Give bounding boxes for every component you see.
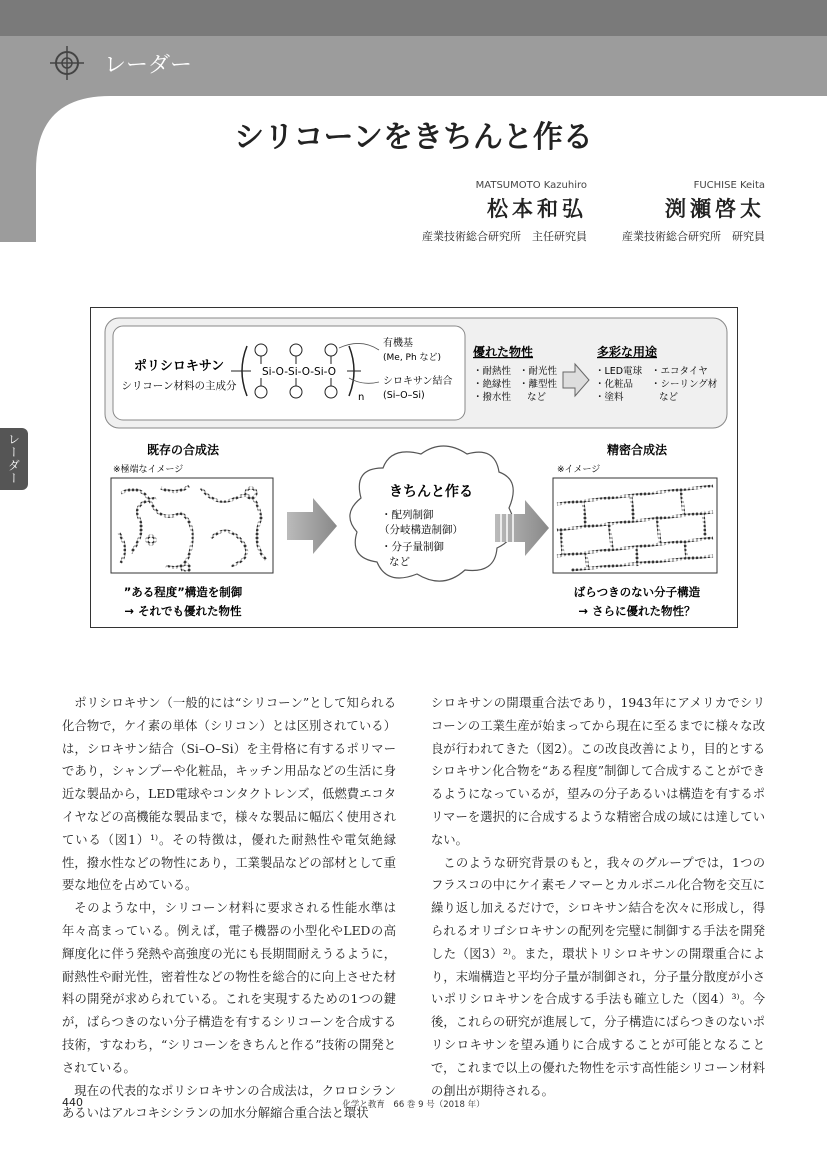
side-section-tab: レーダー — [0, 428, 28, 490]
paragraph: そのような中，シリコーン材料に要求される性能水準は年々高まっている。例えば，電子機器の小型化やLEDの高輝度化に伴う発熱や高強度の光にも長期間耐えうるように，耐熱性や耐光性，密着性などの物性を総合的に向上させた材料の開発が求められている。これを実現するための1つの鍵が，ばらつきのない分子構造を有するシリコーンを合成する技術，すなわち，“シリコーンをきちんと作る”技術の開発とされている。 — [62, 901, 396, 1075]
cloud-item: （分岐構造制御） — [379, 524, 463, 536]
chain-formula: Si-O-Si-O-Si-O — [262, 366, 336, 378]
figure-1 — [90, 307, 738, 628]
organic-group-detail: (Me, Ph など) — [383, 353, 442, 363]
author-kanji-name: 松本和弘 — [487, 196, 587, 221]
body-column-right — [431, 692, 765, 1102]
author-affiliation: 産業技術総合研究所 主任研究員 — [422, 230, 587, 243]
organic-group-label: 有機基 — [383, 338, 413, 349]
property-item: ・撥水性 — [473, 392, 512, 403]
precise-title: 精密合成法 — [606, 443, 668, 457]
existing-title: 既存の合成法 — [146, 443, 220, 457]
author-roman-name: FUCHISE Keita — [693, 180, 765, 191]
paragraph: このような研究背景のもと，我々のグループでは，1つのフラスコの中にケイ素モノマーとカルボニル化合物を交互に繰り返し加えるだけで，シロキサン結合を次々に形成し，得られるオリゴシロキサンの配列を完璧に制御する手法を開発した（図3）²⁾。また，環状トリシロキサンの開環重合により，末端構造と平均分子量が制御され，分子量分散度が小さいポリシロキサンを合成する手法も確立した（図4）³⁾。今後，これらの研究が進展して，分子構造にばらつきのないポリシロキサンを望み通りに合成することが可能となることで，これまで以上の優れた物性を示す高性能シリコーン材料の創出が期待される。 — [431, 855, 765, 1098]
property-item: ・離型性 — [519, 379, 558, 390]
paragraph: 現在の代表的なポリシロキサンの合成法は，クロロシランあるいはアルコキシシランの加水分解縮合重合法と環状 — [62, 1083, 396, 1121]
cloud-item: ・分子量制御 — [381, 541, 444, 553]
left-arrow-icon — [287, 498, 337, 554]
journal-citation: 化学と教育 66 巻 9 号（2018 年） — [342, 1100, 485, 1110]
use-item: ・化粧品 — [595, 379, 634, 390]
paragraph: シロキサンの開環重合法であり，1943年にアメリカでシリコーンの工業生産が始まってから現在に至るまでに様々な改良が行われてきた（図2）。この改良改善により，目的とするシロキサン化合物を“ある程度”制御して合成することができるようになっているが，望みの分子あるいは構造を有するポリマーを選択的に合成するような精密合成の域には達していない。 — [431, 696, 765, 847]
crosshair-icon — [50, 46, 84, 80]
property-item: ・耐熱性 — [473, 366, 512, 377]
existing-note: ※極端なイメージ — [113, 465, 184, 475]
polysiloxane-title: ポリシロキサン — [133, 359, 225, 374]
use-item: ・塗料 — [595, 392, 624, 403]
author-affiliation: 産業技術総合研究所 研究員 — [622, 230, 765, 243]
siloxane-bond-label: シロキサン結合 — [383, 376, 453, 387]
property-item: など — [527, 392, 547, 403]
section-label: レーダー — [104, 53, 193, 78]
property-item: ・耐光性 — [519, 366, 558, 377]
cloud-item: など — [389, 556, 410, 568]
use-item: ・エコタイヤ — [651, 366, 708, 377]
precise-note: ※イメージ — [557, 465, 601, 475]
author-1 — [422, 180, 587, 244]
existing-result: → それでも優れた物性 — [124, 604, 242, 618]
author-2 — [622, 180, 765, 244]
use-item: ・LED電球 — [595, 366, 643, 377]
precise-result: → さらに優れた物性？ — [578, 604, 696, 618]
existing-caption: ”ある程度”構造を制御 — [123, 585, 243, 599]
cloud-item: ・配列制御 — [381, 509, 434, 521]
property-item: ・絶縁性 — [473, 379, 512, 390]
use-item: ・シーリング材 — [651, 379, 718, 390]
polysiloxane-sub: シリコーン材料の主成分 — [121, 380, 237, 392]
article-title: シリコーンをきちんと作る — [234, 120, 593, 155]
use-item: など — [659, 392, 679, 403]
uses-title: 多彩な用途 — [597, 345, 658, 359]
author-kanji-name: 渕瀬啓太 — [665, 196, 765, 221]
precise-caption: ばらつきのない分子構造 — [573, 585, 701, 599]
figure-1-graphic — [91, 308, 739, 629]
siloxane-bond-formula: (Si–O–Si) — [383, 390, 425, 401]
properties-title: 優れた物性 — [473, 345, 534, 359]
paragraph: ポリシロキサン（一般的には“シリコーン”として知られる化合物で，ケイ素の単体（シリコン）とは区別されている）は，シロキサン結合（Si–O–Si）を主骨格に有するポリマーであり，シャンプーや化粧品，キッチン用品などの生活に身近な製品から，LED電球やコンタクトレンズ，低燃費エコタイヤなどの高機能な製品まで，様々な製品に幅広く使用されている（図1）¹⁾。その特徴は，優れた耐熱性や電気絶縁性，撥水性などの物性にあり，工業製品などの部材として重要な地位を占めている。 — [62, 696, 397, 893]
cloud-title: きちんと作る — [389, 484, 473, 500]
page-number: 440 — [62, 1096, 83, 1109]
body-column-left — [62, 692, 396, 1125]
subscript-n: n — [358, 392, 365, 403]
top-band — [0, 0, 827, 36]
author-roman-name: MATSUMOTO Kazuhiro — [475, 180, 587, 191]
